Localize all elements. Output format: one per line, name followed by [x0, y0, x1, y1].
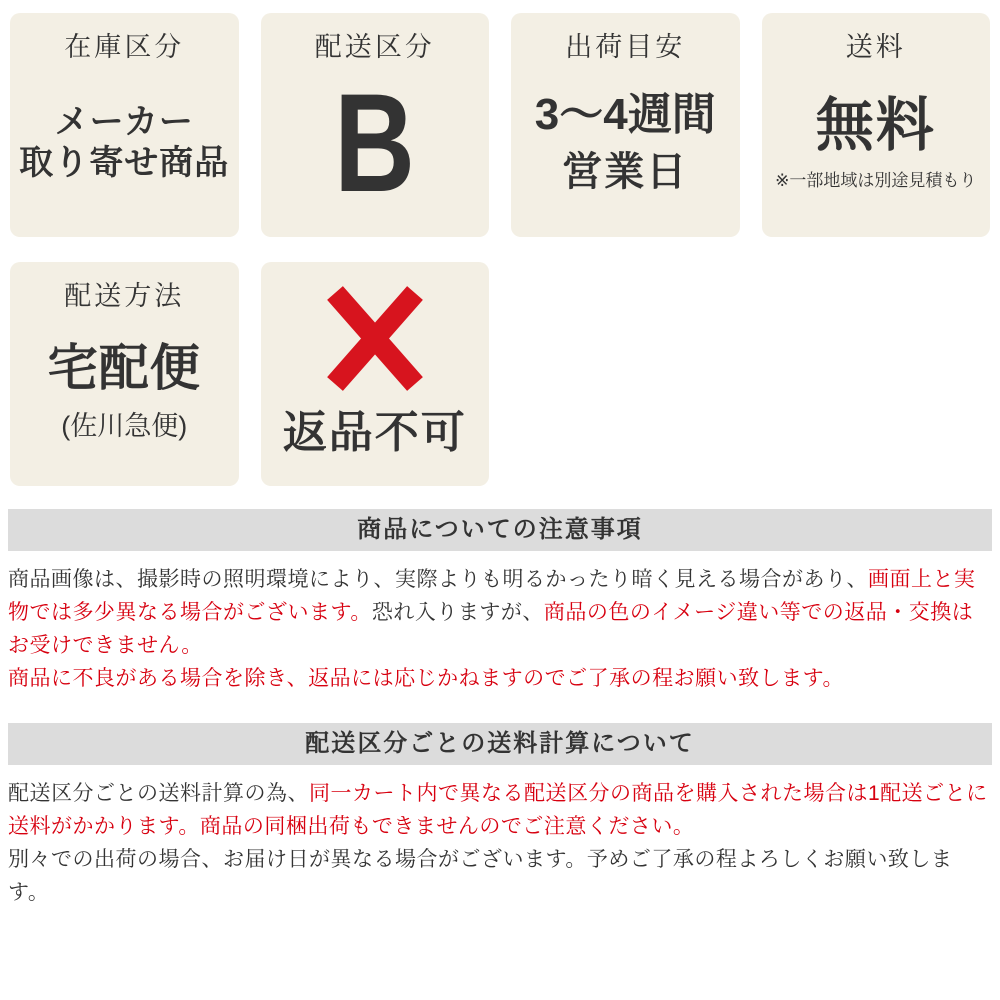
shipping-calc-text	[0, 777, 1000, 909]
info-box-shipping-estimate	[511, 13, 740, 237]
shipping-class-value: B	[334, 63, 416, 221]
shipping-class-value-area	[261, 63, 490, 237]
delivery-method-carrier: (佐川急便)	[61, 410, 188, 441]
text-segment: 配送区分ごとの送料計算の為、	[8, 782, 309, 805]
shipping-fee-note: ※一部地域は別途見積もり	[775, 171, 977, 191]
returns-value: 返品不可	[282, 408, 467, 458]
shipping-fee-value: 無料	[815, 93, 936, 159]
section-heading-shipping-calc: 配送区分ごとの送料計算について	[8, 723, 992, 765]
product-notice-text	[0, 563, 1000, 695]
shipping-estimate-unit: 営業日	[562, 150, 689, 195]
text-segment: 商品の色のイメージ違い等での返品・交換はお受けできません。	[8, 601, 974, 657]
x-mark-icon	[325, 280, 425, 397]
stock-label: 在庫区分	[64, 32, 185, 62]
info-box-grid	[0, 0, 1000, 486]
shipping-estimate-value: 3〜4週間	[534, 90, 716, 140]
shipping-class-label: 配送区分	[314, 32, 435, 62]
shipping-fee-value-area	[762, 63, 991, 237]
shipping-estimate-value-area	[511, 63, 740, 237]
delivery-method-label: 配送方法	[64, 281, 185, 311]
shipping-fee-label: 送料	[845, 32, 906, 62]
text-segment: 画面上と実物では多少異なる場合がございます。	[8, 568, 976, 624]
stock-value	[10, 63, 239, 237]
delivery-method-value-area	[10, 312, 239, 486]
text-segment: 商品に不良がある場合を除き、返品には応じかねますのでご了承の程お願い致します。	[8, 667, 844, 690]
info-box-delivery-method	[10, 262, 239, 486]
info-box-shipping-fee	[762, 13, 991, 237]
info-box-stock	[10, 13, 239, 237]
text-segment: 商品画像は、撮影時の照明環境により、実際よりも明るかったり暗く見える場合があり、	[8, 568, 868, 591]
text-segment: 同一カート内で異なる配送区分の商品を購入された場合は1配送ごとに送料がかかります。商品の同梱出荷もできませんのでご注意ください。	[8, 782, 988, 838]
text-segment: 恐れ入りますが、	[371, 601, 544, 624]
text-segment: 別々での出荷の場合、お届け日が異なる場合がございます。予めご了承の程よろしくお願い致します。	[8, 848, 953, 904]
info-box-shipping-class	[261, 13, 490, 237]
stock-value-line1: メーカー	[54, 103, 194, 142]
section-heading-product-notice: 商品についての注意事項	[8, 509, 992, 551]
info-box-returns	[261, 262, 490, 486]
returns-value-area	[261, 262, 490, 486]
stock-value-line2: 取り寄せ商品	[19, 143, 230, 182]
shipping-estimate-label: 出荷目安	[565, 32, 686, 62]
delivery-method-value: 宅配便	[47, 339, 201, 396]
